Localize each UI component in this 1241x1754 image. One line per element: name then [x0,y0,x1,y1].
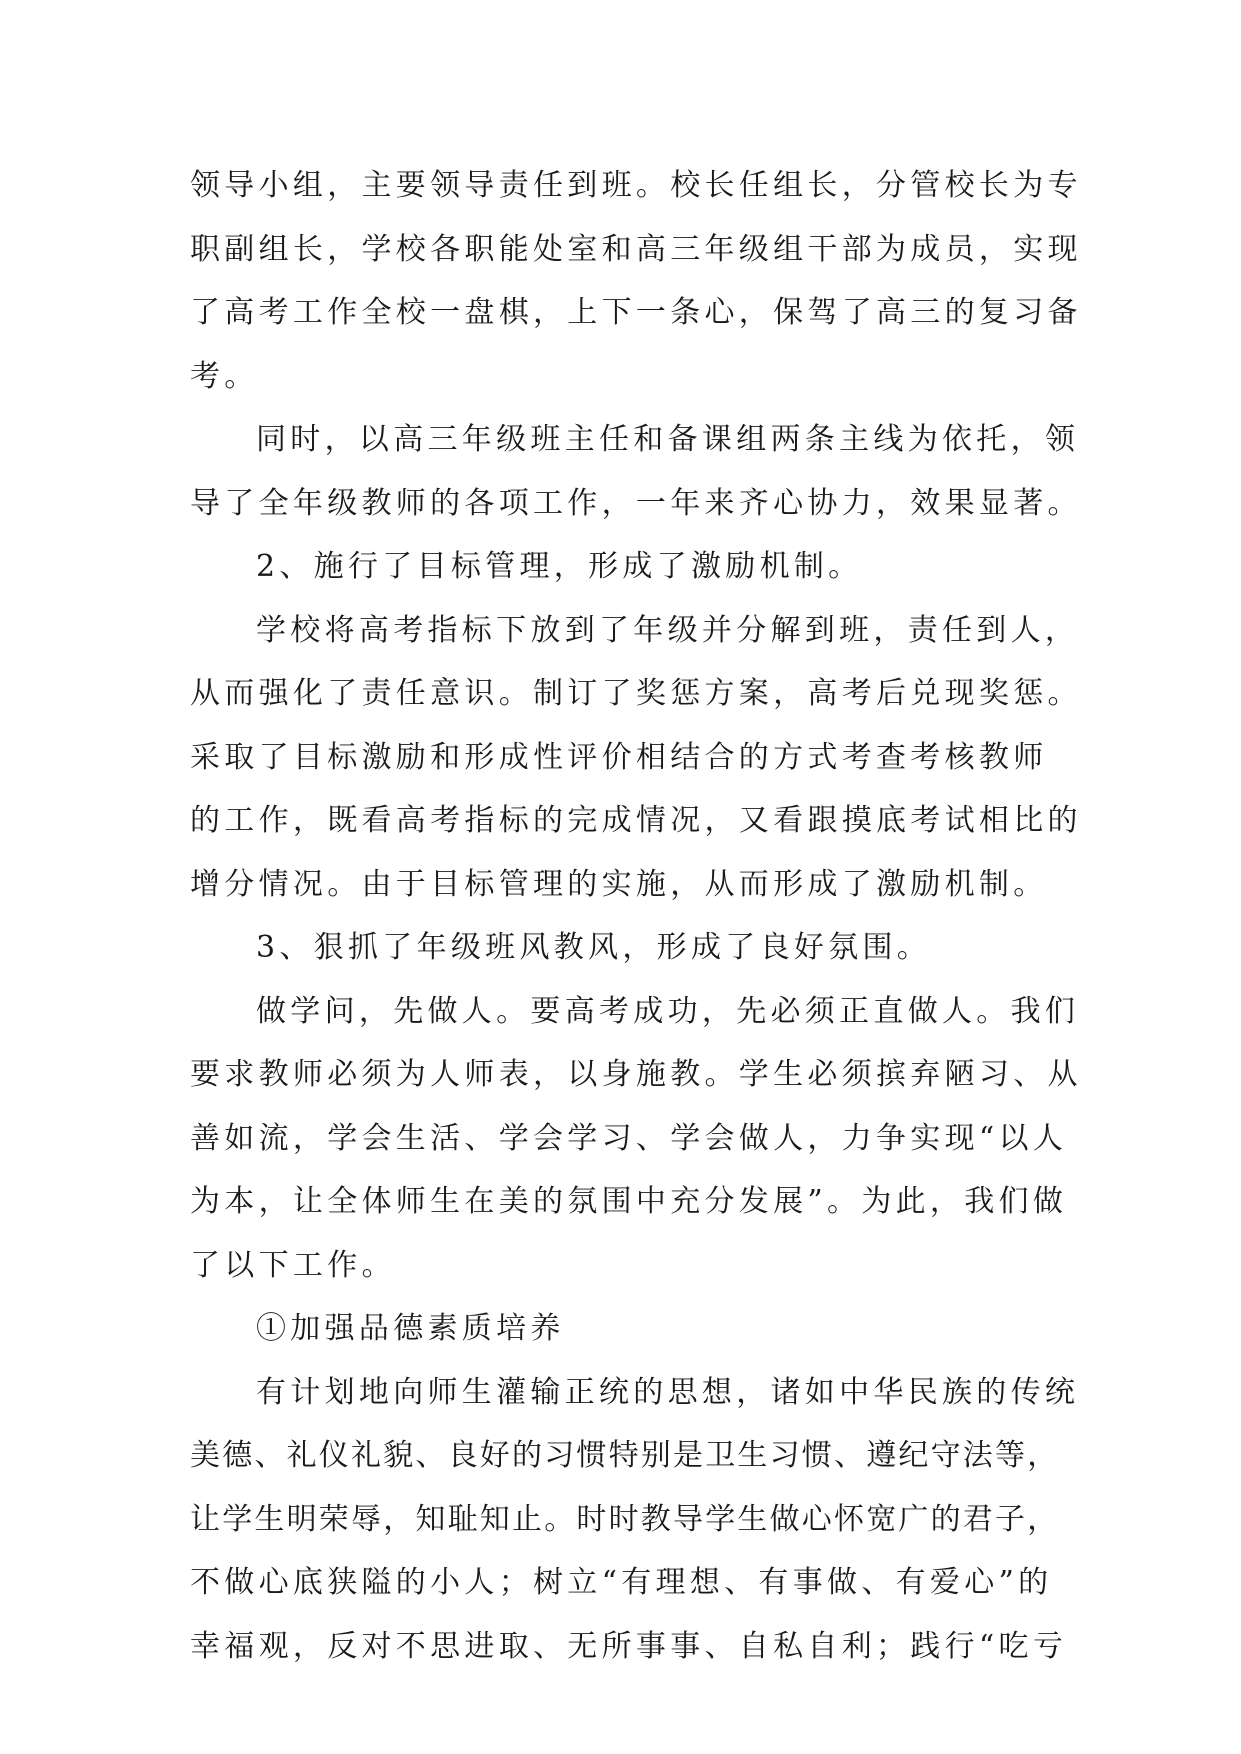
text-line: 不做心底狭隘的小人；树立“有理想、有事做、有爱心”的 [190,1565,1053,1600]
text-line: 美德、礼仪礼貌、良好的习惯特别是卫生习惯、遵纪守法等， [190,1438,1060,1473]
text-line: 了高考工作全校一盘棋，上下一条心，保驾了高三的复习备 [190,295,1082,330]
section-heading: 3、狠抓了年级班风教风，形成了良好氛围。 [256,930,932,965]
text-line: 要求教师必须为人师表，以身施教。学生必须摈弃陋习、从 [190,1057,1082,1092]
section-heading: 2、施行了目标管理，形成了激励机制。 [256,549,863,584]
subsection-heading: ①加强品德素质培养 [256,1311,565,1346]
text-line: 同时，以高三年级班主任和备课组两条主线为依托，领 [256,422,1080,457]
text-line: 导了全年级教师的各项工作，一年来齐心协力，效果显著。 [190,485,1082,521]
text-line: 从而强化了责任意识。制订了奖惩方案，高考后兑现奖惩。 [190,676,1082,711]
text-line: 学校将高考指标下放到了年级并分解到班，责任到人， [256,612,1080,648]
text-line: 考。 [190,358,259,394]
text-line: 为本，让全体师生在美的氛围中充分发展”。为此，我们做 [190,1184,1068,1219]
text-line: 领导小组，主要领导责任到班。校长任组长，分管校长为专 [190,168,1082,203]
document-body [190,154,1082,1678]
text-line: 让学生明荣辱，知耻知止。时时教导学生做心怀宽广的君子， [190,1501,1060,1537]
text-line: 增分情况。由于目标管理的实施，从而形成了激励机制。 [190,866,1048,902]
text-line: 职副组长，学校各职能处室和高三年级组干部为成员，实现 [190,231,1082,267]
text-line: 有计划地向师生灌输正统的思想，诸如中华民族的传统 [256,1374,1080,1410]
text-line: 采取了目标激励和形成性评价相结合的方式考查考核教师 [190,739,1048,775]
text-line: 了以下工作。 [190,1247,396,1283]
text-line: 善如流，学会生活、学会学习、学会做人，力争实现“以人 [190,1120,1068,1156]
text-line: 做学问，先做人。要高考成功，先必须正直做人。我们 [256,993,1080,1029]
text-line: 幸福观，反对不思进取、无所事事、自私自利；践行“吃亏 [190,1628,1068,1664]
text-line: 的工作，既看高考指标的完成情况，又看跟摸底考试相比的 [190,803,1082,838]
